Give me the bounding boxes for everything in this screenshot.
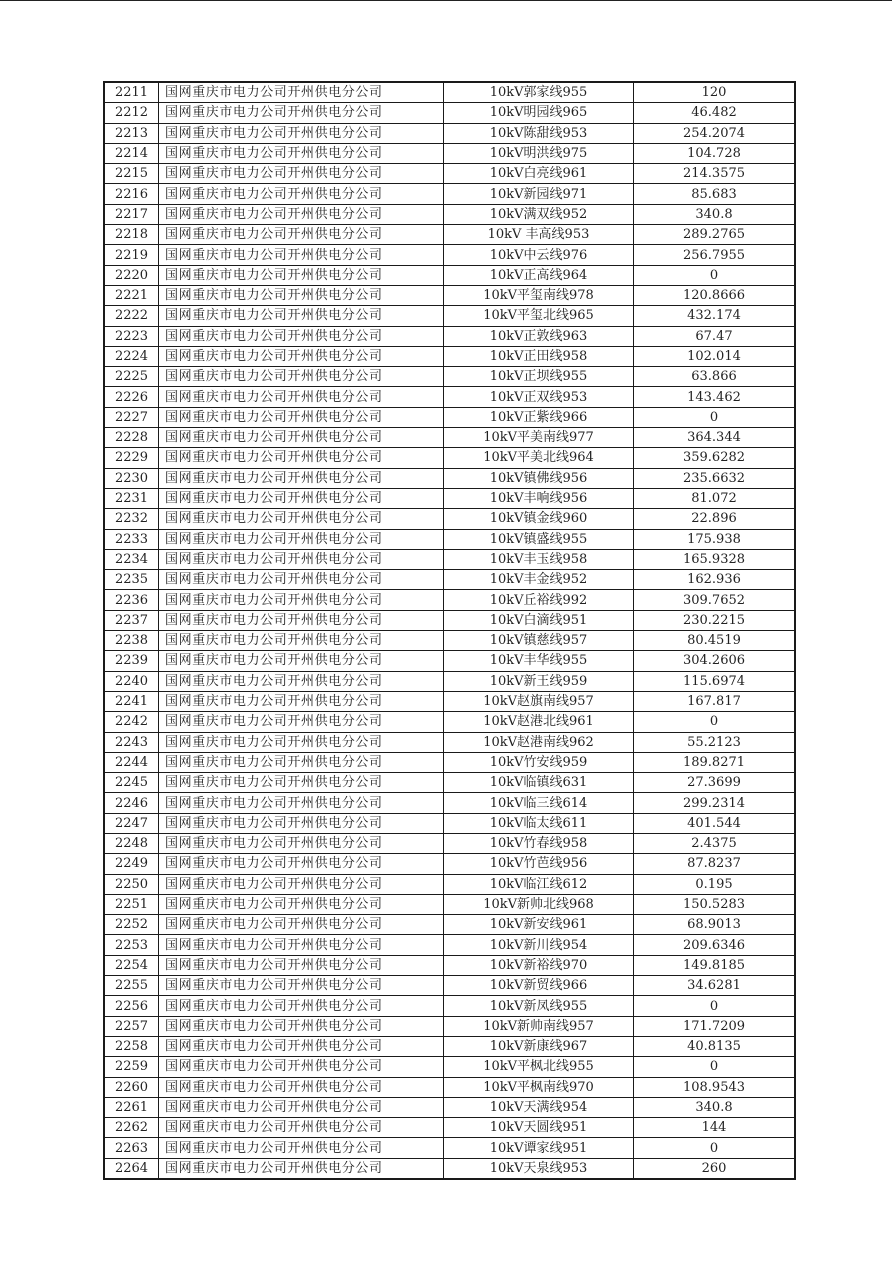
value-cell: 340.8 (634, 1097, 796, 1117)
line-name-cell: 10kV镇金线960 (444, 509, 634, 529)
row-number-cell: 2249 (104, 854, 159, 874)
row-number-cell: 2255 (104, 976, 159, 996)
table-row (104, 610, 795, 630)
row-number-cell: 2231 (104, 488, 159, 508)
row-number-cell: 2221 (104, 285, 159, 305)
line-name-cell: 10kV新川线954 (444, 935, 634, 955)
line-name-cell: 10kV丰华线955 (444, 651, 634, 671)
row-number-cell: 2257 (104, 1016, 159, 1036)
company-cell: 国网重庆市电力公司开州供电分公司 (159, 732, 444, 752)
line-name-cell: 10kV临太线611 (444, 813, 634, 833)
line-name-cell: 10kV新帅南线957 (444, 1016, 634, 1036)
table-row (104, 285, 795, 305)
company-cell: 国网重庆市电力公司开州供电分公司 (159, 285, 444, 305)
company-cell: 国网重庆市电力公司开州供电分公司 (159, 549, 444, 569)
row-number-cell: 2215 (104, 164, 159, 184)
table-row (104, 651, 795, 671)
table-row (104, 732, 795, 752)
table-body (104, 82, 795, 1179)
line-name-cell: 10kV 丰高线953 (444, 225, 634, 245)
value-cell: 209.6346 (634, 935, 796, 955)
table-row (104, 1077, 795, 1097)
line-name-cell: 10kV正紫线966 (444, 407, 634, 427)
row-number-cell: 2244 (104, 752, 159, 772)
table-row (104, 570, 795, 590)
value-cell: 340.8 (634, 204, 796, 224)
row-number-cell: 2230 (104, 468, 159, 488)
table-row (104, 184, 795, 204)
company-cell: 国网重庆市电力公司开州供电分公司 (159, 184, 444, 204)
row-number-cell: 2245 (104, 773, 159, 793)
row-number-cell: 2247 (104, 813, 159, 833)
row-number-cell: 2212 (104, 103, 159, 123)
company-cell: 国网重庆市电力公司开州供电分公司 (159, 1138, 444, 1158)
row-number-cell: 2229 (104, 448, 159, 468)
table-row (104, 468, 795, 488)
value-cell: 260 (634, 1158, 796, 1179)
company-cell: 国网重庆市电力公司开州供电分公司 (159, 103, 444, 123)
table-row (104, 123, 795, 143)
line-name-cell: 10kV平美南线977 (444, 428, 634, 448)
table-row (104, 955, 795, 975)
row-number-cell: 2228 (104, 428, 159, 448)
value-cell: 289.2765 (634, 225, 796, 245)
value-cell: 0 (634, 712, 796, 732)
line-name-cell: 10kV新康线967 (444, 1036, 634, 1056)
company-cell: 国网重庆市电力公司开州供电分公司 (159, 82, 444, 103)
line-name-cell: 10kV正田线958 (444, 346, 634, 366)
table-row (104, 691, 795, 711)
table-row (104, 1138, 795, 1158)
table-row (104, 1036, 795, 1056)
company-cell: 国网重庆市电力公司开州供电分公司 (159, 691, 444, 711)
line-name-cell: 10kV镇慈线957 (444, 631, 634, 651)
company-cell: 国网重庆市电力公司开州供电分公司 (159, 468, 444, 488)
table-row (104, 82, 795, 103)
value-cell: 34.6281 (634, 976, 796, 996)
company-cell: 国网重庆市电力公司开州供电分公司 (159, 935, 444, 955)
line-name-cell: 10kV丰响线956 (444, 488, 634, 508)
line-name-cell: 10kV正坝线955 (444, 367, 634, 387)
company-cell: 国网重庆市电力公司开州供电分公司 (159, 204, 444, 224)
line-name-cell: 10kV中云线976 (444, 245, 634, 265)
table-row (104, 1057, 795, 1077)
value-cell: 81.072 (634, 488, 796, 508)
company-cell: 国网重庆市电力公司开州供电分公司 (159, 712, 444, 732)
company-cell: 国网重庆市电力公司开州供电分公司 (159, 671, 444, 691)
row-number-cell: 2220 (104, 265, 159, 285)
row-number-cell: 2235 (104, 570, 159, 590)
value-cell: 115.6974 (634, 671, 796, 691)
row-number-cell: 2251 (104, 894, 159, 914)
row-number-cell: 2258 (104, 1036, 159, 1056)
value-cell: 0 (634, 1138, 796, 1158)
table-row (104, 346, 795, 366)
value-cell: 120 (634, 82, 796, 103)
table-row (104, 712, 795, 732)
company-cell: 国网重庆市电力公司开州供电分公司 (159, 1036, 444, 1056)
value-cell: 0 (634, 1057, 796, 1077)
company-cell: 国网重庆市电力公司开州供电分公司 (159, 752, 444, 772)
value-cell: 46.482 (634, 103, 796, 123)
table-row (104, 488, 795, 508)
value-cell: 149.8185 (634, 955, 796, 975)
value-cell: 68.9013 (634, 915, 796, 935)
company-cell: 国网重庆市电力公司开州供电分公司 (159, 245, 444, 265)
line-name-cell: 10kV郭家线955 (444, 82, 634, 103)
table-row (104, 407, 795, 427)
table-row (104, 894, 795, 914)
table-row (104, 671, 795, 691)
table-row (104, 631, 795, 651)
line-name-cell: 10kV镇佛线956 (444, 468, 634, 488)
value-cell: 144 (634, 1118, 796, 1138)
row-number-cell: 2250 (104, 874, 159, 894)
value-cell: 171.7209 (634, 1016, 796, 1036)
line-name-cell: 10kV新园线971 (444, 184, 634, 204)
line-name-cell: 10kV竹芭线956 (444, 854, 634, 874)
line-name-cell: 10kV天满线954 (444, 1097, 634, 1117)
row-number-cell: 2234 (104, 549, 159, 569)
value-cell: 85.683 (634, 184, 796, 204)
value-cell: 162.936 (634, 570, 796, 590)
table-row (104, 509, 795, 529)
row-number-cell: 2252 (104, 915, 159, 935)
value-cell: 189.8271 (634, 752, 796, 772)
line-name-cell: 10kV天泉线953 (444, 1158, 634, 1179)
table-row (104, 326, 795, 346)
line-name-cell: 10kV明洪线975 (444, 143, 634, 163)
line-name-cell: 10kV竹春线958 (444, 833, 634, 853)
company-cell: 国网重庆市电力公司开州供电分公司 (159, 143, 444, 163)
table-row (104, 103, 795, 123)
table-row (104, 549, 795, 569)
row-number-cell: 2248 (104, 833, 159, 853)
table-row (104, 265, 795, 285)
value-cell: 364.344 (634, 428, 796, 448)
row-number-cell: 2227 (104, 407, 159, 427)
table-row (104, 204, 795, 224)
row-number-cell: 2233 (104, 529, 159, 549)
row-number-cell: 2240 (104, 671, 159, 691)
line-name-cell: 10kV临镇线631 (444, 773, 634, 793)
row-number-cell: 2259 (104, 1057, 159, 1077)
table-row (104, 915, 795, 935)
row-number-cell: 2216 (104, 184, 159, 204)
row-number-cell: 2211 (104, 82, 159, 103)
company-cell: 国网重庆市电力公司开州供电分公司 (159, 1097, 444, 1117)
line-name-cell: 10kV丰玉线958 (444, 549, 634, 569)
company-cell: 国网重庆市电力公司开州供电分公司 (159, 346, 444, 366)
table-row (104, 245, 795, 265)
table-row (104, 935, 795, 955)
company-cell: 国网重庆市电力公司开州供电分公司 (159, 651, 444, 671)
company-cell: 国网重庆市电力公司开州供电分公司 (159, 306, 444, 326)
company-cell: 国网重庆市电力公司开州供电分公司 (159, 996, 444, 1016)
line-name-cell: 10kV谭家线951 (444, 1138, 634, 1158)
company-cell: 国网重庆市电力公司开州供电分公司 (159, 123, 444, 143)
table-row (104, 976, 795, 996)
value-cell: 175.938 (634, 529, 796, 549)
value-cell: 120.8666 (634, 285, 796, 305)
table-row (104, 996, 795, 1016)
line-name-cell: 10kV平玺南线978 (444, 285, 634, 305)
table-row (104, 773, 795, 793)
company-cell: 国网重庆市电力公司开州供电分公司 (159, 631, 444, 651)
row-number-cell: 2222 (104, 306, 159, 326)
row-number-cell: 2256 (104, 996, 159, 1016)
value-cell: 0 (634, 265, 796, 285)
company-cell: 国网重庆市电力公司开州供电分公司 (159, 874, 444, 894)
company-cell: 国网重庆市电力公司开州供电分公司 (159, 387, 444, 407)
value-cell: 235.6632 (634, 468, 796, 488)
row-number-cell: 2238 (104, 631, 159, 651)
row-number-cell: 2262 (104, 1118, 159, 1138)
value-cell: 401.544 (634, 813, 796, 833)
company-cell: 国网重庆市电力公司开州供电分公司 (159, 225, 444, 245)
line-name-cell: 10kV新裕线970 (444, 955, 634, 975)
company-cell: 国网重庆市电力公司开州供电分公司 (159, 915, 444, 935)
line-name-cell: 10kV平美北线964 (444, 448, 634, 468)
row-number-cell: 2218 (104, 225, 159, 245)
value-cell: 254.2074 (634, 123, 796, 143)
table-row (104, 813, 795, 833)
company-cell: 国网重庆市电力公司开州供电分公司 (159, 326, 444, 346)
line-name-cell: 10kV白亮线961 (444, 164, 634, 184)
value-cell: 27.3699 (634, 773, 796, 793)
table-row (104, 854, 795, 874)
company-cell: 国网重庆市电力公司开州供电分公司 (159, 833, 444, 853)
table-row (104, 833, 795, 853)
row-number-cell: 2254 (104, 955, 159, 975)
line-name-cell: 10kV正敦线963 (444, 326, 634, 346)
line-name-cell: 10kV平枫北线955 (444, 1057, 634, 1077)
row-number-cell: 2239 (104, 651, 159, 671)
company-cell: 国网重庆市电力公司开州供电分公司 (159, 976, 444, 996)
company-cell: 国网重庆市电力公司开州供电分公司 (159, 955, 444, 975)
table-row (104, 1158, 795, 1179)
row-number-cell: 2225 (104, 367, 159, 387)
company-cell: 国网重庆市电力公司开州供电分公司 (159, 813, 444, 833)
value-cell: 304.2606 (634, 651, 796, 671)
row-number-cell: 2241 (104, 691, 159, 711)
table-row (104, 164, 795, 184)
line-name-cell: 10kV新安线961 (444, 915, 634, 935)
value-cell: 167.817 (634, 691, 796, 711)
company-cell: 国网重庆市电力公司开州供电分公司 (159, 1077, 444, 1097)
line-name-cell: 10kV平枫南线970 (444, 1077, 634, 1097)
value-cell: 309.7652 (634, 590, 796, 610)
value-cell: 0.195 (634, 874, 796, 894)
line-name-cell: 10kV丰金线952 (444, 570, 634, 590)
row-number-cell: 2217 (104, 204, 159, 224)
line-name-cell: 10kV平玺北线965 (444, 306, 634, 326)
feeder-line-table (103, 81, 796, 1180)
company-cell: 国网重庆市电力公司开州供电分公司 (159, 854, 444, 874)
company-cell: 国网重庆市电力公司开州供电分公司 (159, 448, 444, 468)
row-number-cell: 2224 (104, 346, 159, 366)
table-row (104, 529, 795, 549)
line-name-cell: 10kV赵旗南线957 (444, 691, 634, 711)
value-cell: 67.47 (634, 326, 796, 346)
line-name-cell: 10kV天圆线951 (444, 1118, 634, 1138)
row-number-cell: 2237 (104, 610, 159, 630)
table-row (104, 306, 795, 326)
value-cell: 214.3575 (634, 164, 796, 184)
value-cell: 102.014 (634, 346, 796, 366)
value-cell: 0 (634, 407, 796, 427)
company-cell: 国网重庆市电力公司开州供电分公司 (159, 367, 444, 387)
company-cell: 国网重庆市电力公司开州供电分公司 (159, 610, 444, 630)
table-row (104, 793, 795, 813)
value-cell: 143.462 (634, 387, 796, 407)
company-cell: 国网重庆市电力公司开州供电分公司 (159, 428, 444, 448)
line-name-cell: 10kV正高线964 (444, 265, 634, 285)
row-number-cell: 2246 (104, 793, 159, 813)
table-row (104, 590, 795, 610)
table-row (104, 225, 795, 245)
table-row (104, 1118, 795, 1138)
value-cell: 40.8135 (634, 1036, 796, 1056)
value-cell: 256.7955 (634, 245, 796, 265)
company-cell: 国网重庆市电力公司开州供电分公司 (159, 407, 444, 427)
line-name-cell: 10kV正双线953 (444, 387, 634, 407)
table-row (104, 428, 795, 448)
table-row (104, 874, 795, 894)
row-number-cell: 2260 (104, 1077, 159, 1097)
line-name-cell: 10kV镇盛线955 (444, 529, 634, 549)
row-number-cell: 2219 (104, 245, 159, 265)
row-number-cell: 2214 (104, 143, 159, 163)
value-cell: 63.866 (634, 367, 796, 387)
line-name-cell: 10kV新贸线966 (444, 976, 634, 996)
line-name-cell: 10kV新王线959 (444, 671, 634, 691)
row-number-cell: 2242 (104, 712, 159, 732)
company-cell: 国网重庆市电力公司开州供电分公司 (159, 590, 444, 610)
company-cell: 国网重庆市电力公司开州供电分公司 (159, 509, 444, 529)
value-cell: 2.4375 (634, 833, 796, 853)
row-number-cell: 2261 (104, 1097, 159, 1117)
value-cell: 230.2215 (634, 610, 796, 630)
line-name-cell: 10kV赵港南线962 (444, 732, 634, 752)
line-name-cell: 10kV竹安线959 (444, 752, 634, 772)
table-row (104, 1097, 795, 1117)
company-cell: 国网重庆市电力公司开州供电分公司 (159, 1118, 444, 1138)
row-number-cell: 2232 (104, 509, 159, 529)
value-cell: 299.2314 (634, 793, 796, 813)
row-number-cell: 2223 (104, 326, 159, 346)
company-cell: 国网重庆市电力公司开州供电分公司 (159, 1158, 444, 1179)
company-cell: 国网重庆市电力公司开州供电分公司 (159, 1016, 444, 1036)
company-cell: 国网重庆市电力公司开州供电分公司 (159, 894, 444, 914)
table-row (104, 387, 795, 407)
company-cell: 国网重庆市电力公司开州供电分公司 (159, 1057, 444, 1077)
company-cell: 国网重庆市电力公司开州供电分公司 (159, 570, 444, 590)
row-number-cell: 2213 (104, 123, 159, 143)
value-cell: 108.9543 (634, 1077, 796, 1097)
line-name-cell: 10kV满双线952 (444, 204, 634, 224)
table-row (104, 1016, 795, 1036)
row-number-cell: 2264 (104, 1158, 159, 1179)
line-name-cell: 10kV新凤线955 (444, 996, 634, 1016)
company-cell: 国网重庆市电力公司开州供电分公司 (159, 773, 444, 793)
company-cell: 国网重庆市电力公司开州供电分公司 (159, 529, 444, 549)
company-cell: 国网重庆市电力公司开州供电分公司 (159, 265, 444, 285)
line-name-cell: 10kV临三线614 (444, 793, 634, 813)
page-top-border (0, 0, 892, 1)
value-cell: 0 (634, 996, 796, 1016)
table-row (104, 752, 795, 772)
value-cell: 104.728 (634, 143, 796, 163)
line-name-cell: 10kV丘裕线992 (444, 590, 634, 610)
table-row (104, 367, 795, 387)
line-name-cell: 10kV临江线612 (444, 874, 634, 894)
line-name-cell: 10kV明园线965 (444, 103, 634, 123)
value-cell: 359.6282 (634, 448, 796, 468)
company-cell: 国网重庆市电力公司开州供电分公司 (159, 793, 444, 813)
line-name-cell: 10kV陈甜线953 (444, 123, 634, 143)
value-cell: 87.8237 (634, 854, 796, 874)
value-cell: 80.4519 (634, 631, 796, 651)
line-name-cell: 10kV白滴线951 (444, 610, 634, 630)
value-cell: 150.5283 (634, 894, 796, 914)
row-number-cell: 2236 (104, 590, 159, 610)
row-number-cell: 2263 (104, 1138, 159, 1158)
value-cell: 165.9328 (634, 549, 796, 569)
company-cell: 国网重庆市电力公司开州供电分公司 (159, 488, 444, 508)
row-number-cell: 2253 (104, 935, 159, 955)
value-cell: 22.896 (634, 509, 796, 529)
table-row (104, 143, 795, 163)
company-cell: 国网重庆市电力公司开州供电分公司 (159, 164, 444, 184)
row-number-cell: 2243 (104, 732, 159, 752)
value-cell: 432.174 (634, 306, 796, 326)
line-name-cell: 10kV赵港北线961 (444, 712, 634, 732)
value-cell: 55.2123 (634, 732, 796, 752)
line-name-cell: 10kV新帅北线968 (444, 894, 634, 914)
table-row (104, 448, 795, 468)
row-number-cell: 2226 (104, 387, 159, 407)
